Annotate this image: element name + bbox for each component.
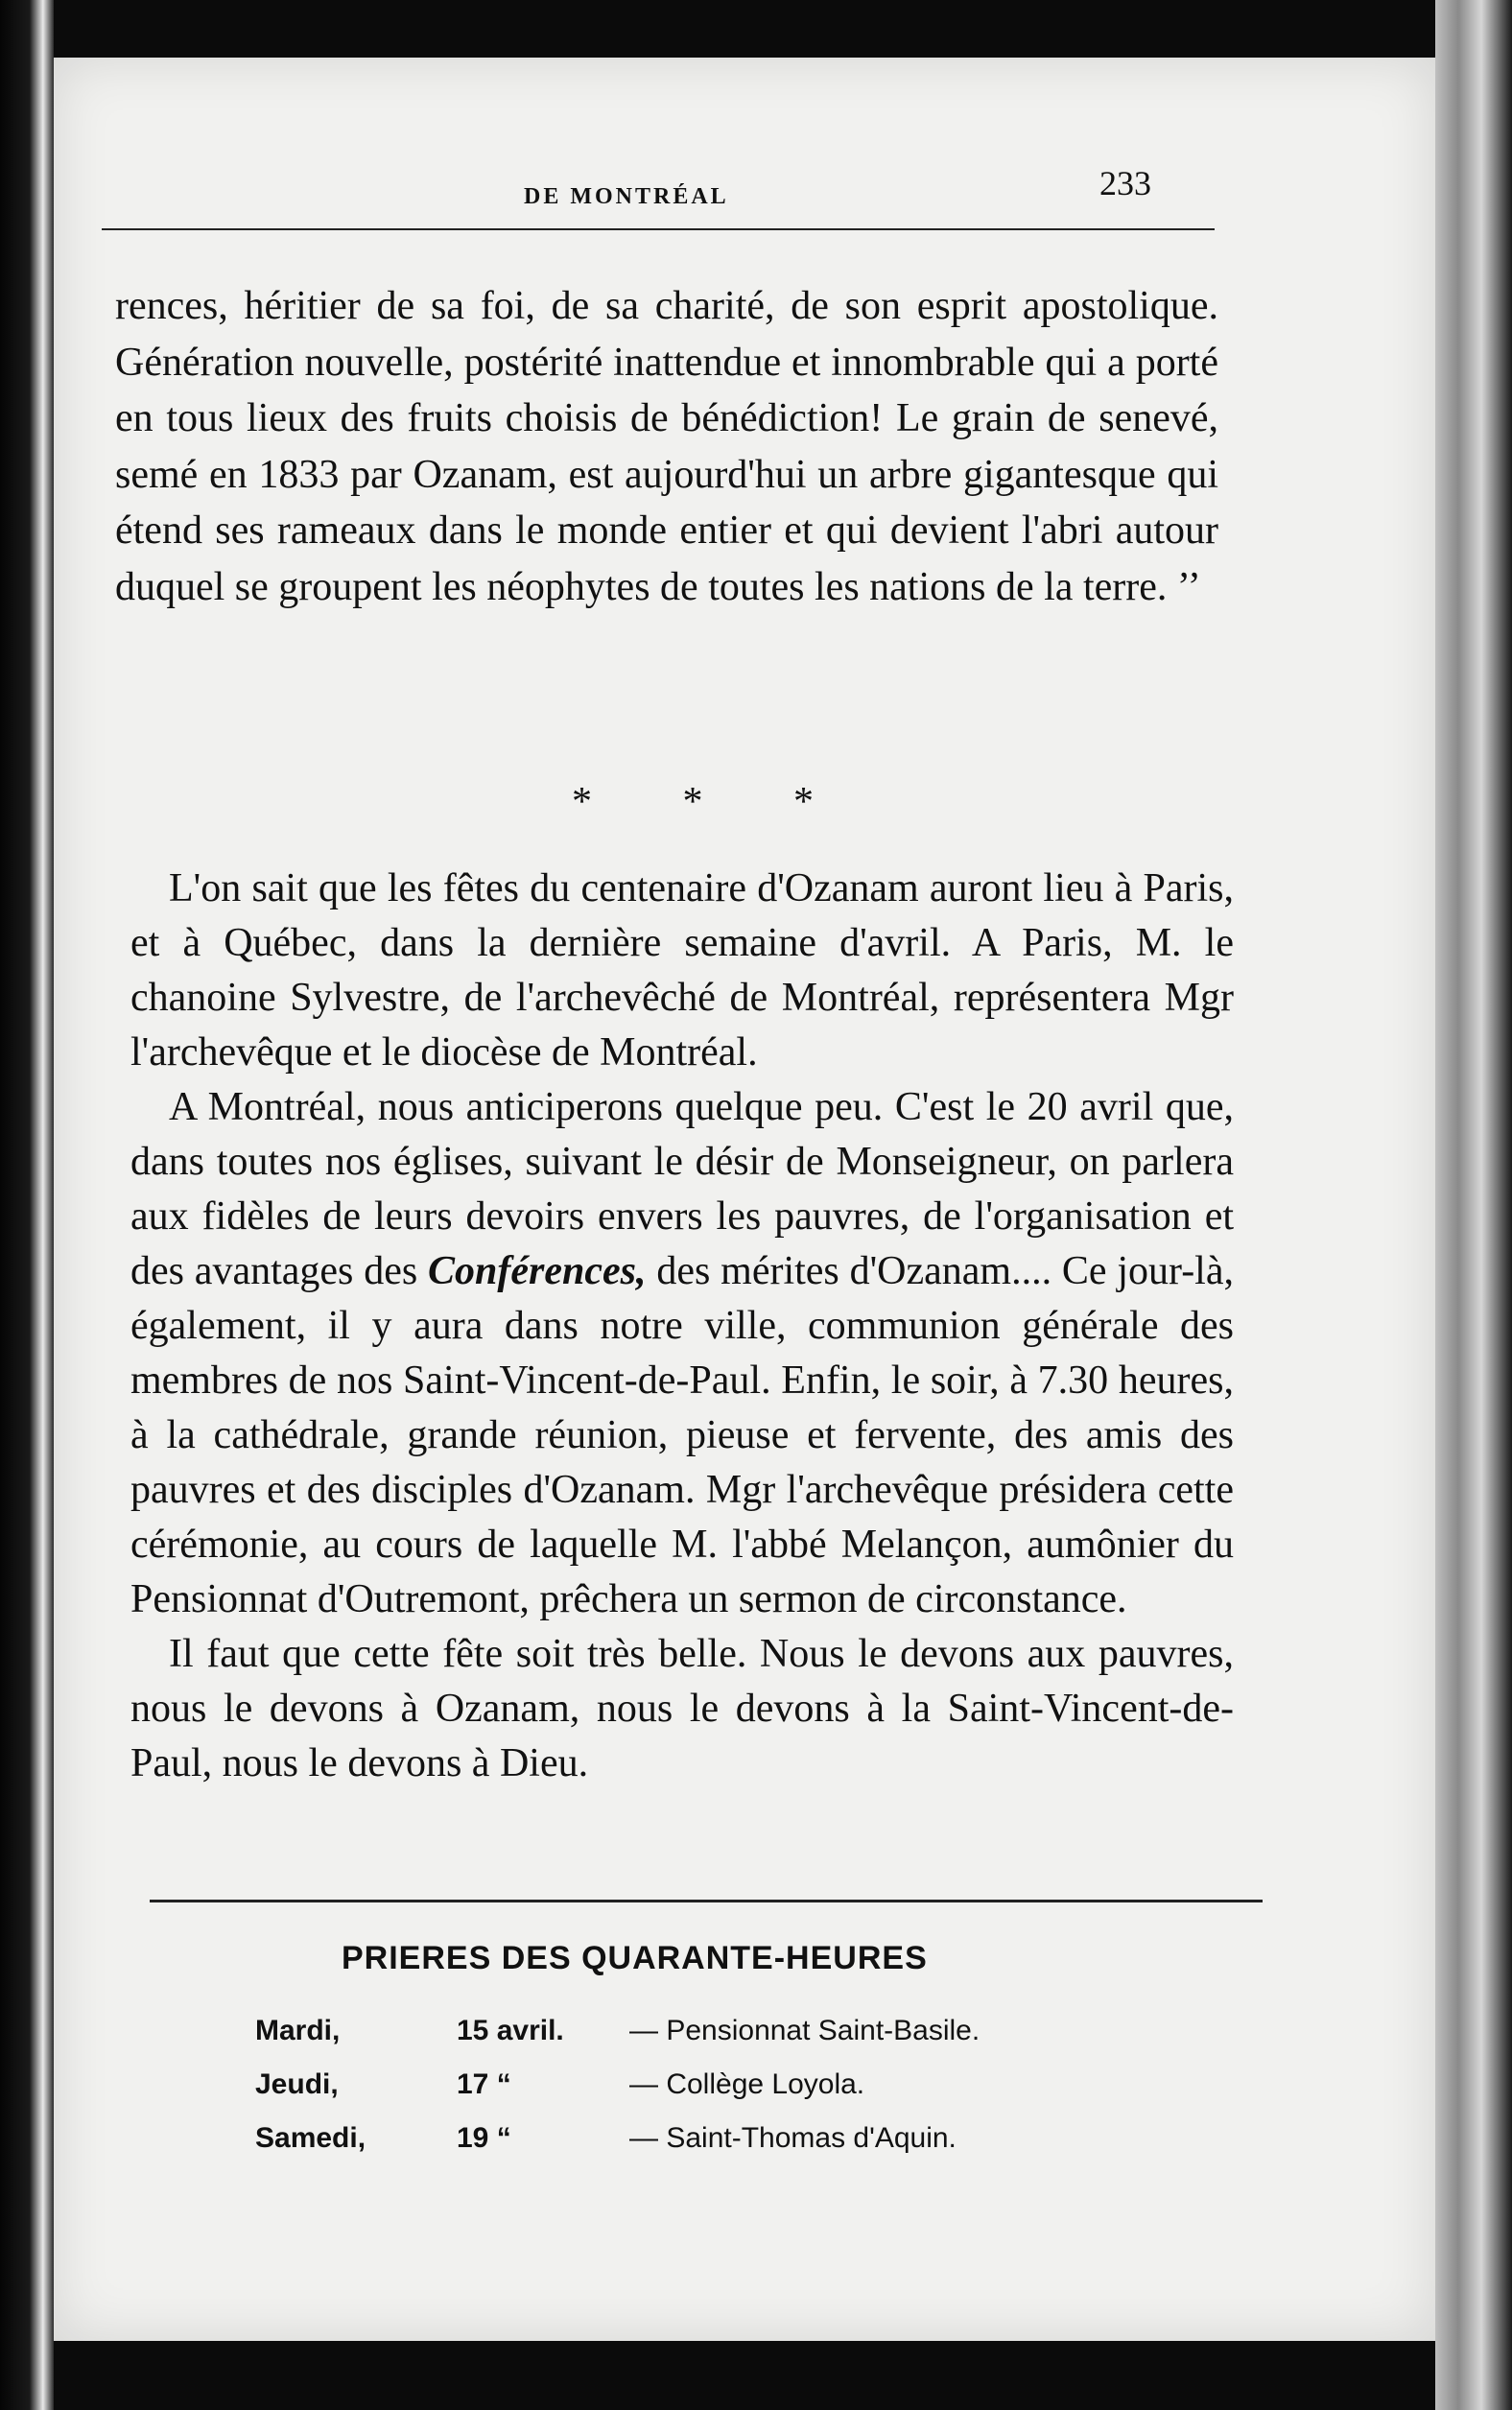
schedule-date: 15 avril. xyxy=(457,2015,564,2046)
running-head: DE MONTRÉAL xyxy=(524,184,729,209)
schedule-date: 19 “ xyxy=(457,2122,511,2154)
header-rule xyxy=(102,228,1215,230)
prayers-title: PRIERES DES QUARANTE-HEURES xyxy=(342,1940,928,1976)
book-page-edges xyxy=(1435,0,1512,2410)
schedule-day: Jeudi, xyxy=(255,2068,339,2100)
paragraph-paris: L'on sait que les fêtes du centenaire d'Ozanam auront lieu à Paris, et à Québec, dans la dernière semaine d'avril. A Paris, M. le chanoine Sylvestre, de l'archevêché de Montréal, représentera Mgr l'archevêque et le diocèse de Montréal. xyxy=(130,866,1234,1075)
asterism-separator: * * * xyxy=(572,780,854,824)
book-page xyxy=(54,58,1435,2341)
schedule-place: — Pensionnat Saint-Basile. xyxy=(629,2015,980,2046)
schedule-day: Samedi, xyxy=(255,2122,366,2154)
section-rule xyxy=(150,1900,1263,1902)
conferences-emphasis: Conférences, xyxy=(428,1249,647,1293)
article-body xyxy=(130,862,1234,1791)
schedule-row xyxy=(255,2122,1119,2176)
schedule-row xyxy=(255,2068,1119,2122)
page-number: 233 xyxy=(1099,164,1151,202)
adjacent-page-edge xyxy=(0,0,54,2410)
paragraph-montreal xyxy=(130,1080,1234,1627)
quote-continuation xyxy=(115,278,1218,615)
schedule-row xyxy=(255,2015,1119,2068)
paragraph-montreal-before: A Montréal, nous anticiperons quelque peu. C'est le 20 avril que, dans toutes nos églises, suivant le désir de Monseigneur, on parlera aux fidèles de leurs devoirs envers les pauvres, de l'organisation et des avantages des xyxy=(130,1085,1234,1293)
schedule-date: 17 “ xyxy=(457,2068,511,2100)
paragraph-montreal-after: des mérites d'Ozanam.... Ce jour-là, également, il y aura dans notre ville, communion générale des membres de nos Saint-Vincent-de-Paul. Enfin, le soir, à 7.30 heures, à la cathédrale, grande réunion, pieuse et fervente, des amis des pauvres et des disciples d'Ozanam. Mgr l'archevêque présidera cette cérémonie, au cours de laquelle M. l'abbé Melançon, aumônier du Pensionnat d'Outremont, prêchera un sermon de circonstance. xyxy=(130,1249,1234,1621)
schedule-day: Mardi, xyxy=(255,2015,341,2046)
schedule-place: — Saint-Thomas d'Aquin. xyxy=(629,2122,957,2154)
prayers-schedule xyxy=(255,2015,1119,2176)
paragraph-closing: Il faut que cette fête soit très belle. Nous le devons aux pauvres, nous le devons à Ozanam, nous le devons à la Saint-Vincent-de-Paul, nous le devons à Dieu. xyxy=(130,1632,1234,1785)
quote-paragraph: rences, héritier de sa foi, de sa charité, de son esprit apostolique. Génération nouvelle, postérité inattendue et innombrable qui a porté en tous lieux des fruits choisis de bénédiction! Le grain de senevé, semé en 1833 par Ozanam, est aujourd'hui un arbre gigantesque qui étend ses rameaux dans le monde entier et qui devient l'abri autour duquel se groupent les néophytes de toutes les nations de la terre. ’’ xyxy=(115,284,1218,609)
schedule-place: — Collège Loyola. xyxy=(629,2068,865,2100)
